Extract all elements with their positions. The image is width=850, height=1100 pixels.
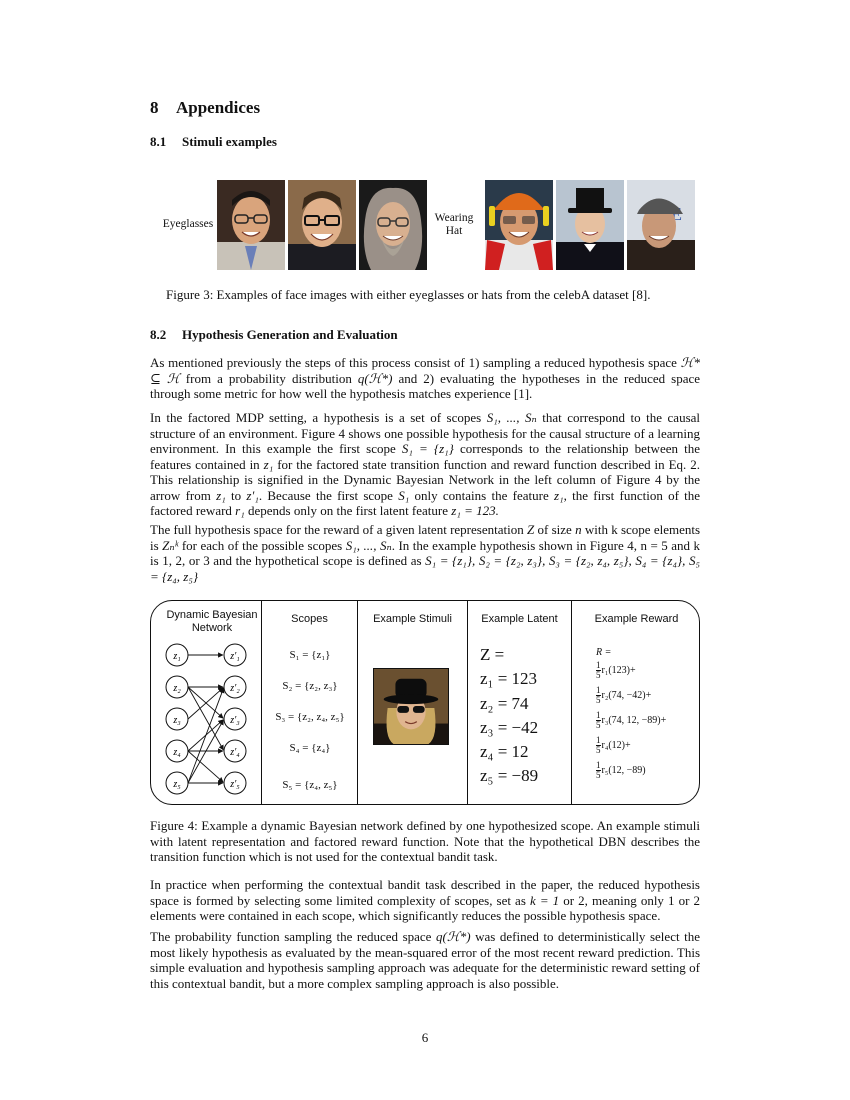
face-image-hat-1 (485, 180, 553, 270)
reward-term-text: r₅(12, −89) (601, 764, 646, 776)
frac-den: 5 (596, 695, 601, 705)
p2-text-i: depends only on the first latent feature (248, 503, 449, 518)
p3-text-a: The full hypothesis space for the reward of a given latent representation (150, 522, 524, 537)
p2-math-z1p: z′₁ (246, 487, 259, 503)
frac-num: 1 (596, 735, 601, 745)
reward-term-2 (596, 686, 651, 705)
header-reward: Example Reward (594, 613, 679, 625)
p2-text-g: only contains the feature (414, 487, 549, 503)
p3-math-Z: Z (526, 522, 535, 537)
p2-text-h: , the first function of the factored reward (150, 487, 701, 518)
p3-text-c: with k scope elements is (150, 522, 701, 553)
subsection-heading-hypothesis (150, 327, 398, 343)
p4-math-k: k = 1 (529, 892, 560, 908)
frac-den: 5 (596, 720, 601, 730)
scope-3: S₃ = {z₂, z₄, z₅} (275, 711, 345, 723)
face-image-hat-2 (556, 180, 624, 270)
fraction-one-fifth (596, 686, 601, 705)
frac-num: 1 (596, 685, 601, 695)
dbn-node-left (166, 676, 188, 698)
latent-column (468, 601, 571, 804)
paragraph-4 (150, 877, 700, 924)
p2-text-a: In the factored MDP setting, a hypothesis is a set of scopes (150, 410, 482, 425)
p1-math-hstar: ℋ* ⊆ ℋ (150, 355, 701, 386)
subsection-heading-stimuli (150, 134, 277, 150)
section-heading (150, 98, 260, 118)
dbn-node-label: z′₅ (230, 779, 240, 790)
dbn-node-label: z₂ (173, 683, 181, 694)
dbn-node-label: z₃ (173, 715, 181, 726)
paragraph-5 (150, 929, 700, 991)
scope-4: S₄ = {z₄} (289, 742, 331, 754)
p3-text-d: for each of the possible scopes (181, 537, 343, 553)
eyeglasses-label: Eyeglasses (162, 218, 214, 230)
dbn-node-label: z′₃ (230, 715, 240, 726)
header-stimuli: Example Stimuli (373, 613, 452, 625)
latent-header: Z = (480, 645, 505, 664)
p5-text-b: was defined to deterministically select the most likely hypothesis as evaluated by the mean-squared error of the most recent reward prediction. This simple evaluation and hypothesis sampling approach was adequate for the deterministic reward setting of this contextual bandit, but a more complex sampling approach is also possible. (150, 929, 701, 991)
reward-term-5 (596, 761, 646, 780)
dbn-node-right (224, 740, 246, 762)
scopes-column (262, 601, 358, 804)
reward-term-1 (596, 661, 636, 680)
frac-num: 1 (596, 660, 601, 670)
p2-text-d: for the factored state transition function and reward function described in Eq. 2. This relationship is signified in the Dynamic Bayesian Network in the left column of Figure 4 by the arrow from (150, 456, 700, 503)
p2-text-c: corresponds to the relationship between the features contained in (150, 441, 700, 472)
paragraph-2 (150, 410, 700, 519)
wearing-hat-label-line2: Hat (445, 225, 463, 237)
header-scopes: Scopes (291, 613, 328, 625)
subsection-title: Stimuli examples (182, 134, 277, 149)
header-dbn: Dynamic Bayesian Network (166, 609, 258, 634)
face-image-eyeglasses-3 (359, 180, 427, 270)
reward-term-3 (596, 711, 666, 730)
p1-math-qh: q(ℋ*) (357, 370, 393, 386)
reward-term-text: r₁(123)+ (601, 664, 636, 676)
p3-text-e: . In the example hypothesis shown in Figure 4, n = 5 and k is 1, 2, or 3 and the hypothetical scope is defined as (150, 537, 701, 568)
section-title: Appendices (176, 98, 261, 117)
face-image-eyeglasses-2 (288, 180, 356, 270)
p1-text-a: As mentioned previously the steps of this process consist of 1) sampling a reduced hypothesis space (150, 355, 677, 370)
paragraph-3 (150, 522, 700, 584)
dbn-node-label: z′₁ (230, 651, 240, 662)
scope-5: S₅ = {z₄, z₅} (282, 779, 338, 791)
fraction-one-fifth (596, 761, 601, 780)
p1-text-c: and 2) evaluating the hypotheses in the reduced space through some metric for how well the hypothesis matches experience [1]. (150, 370, 701, 401)
reward-term-text: r₂(74, −42)+ (601, 689, 652, 701)
paragraph-1 (150, 355, 700, 402)
subsection-number: 8.2 (150, 327, 167, 342)
fraction-one-fifth (596, 736, 601, 755)
dbn-node-left (166, 772, 188, 794)
p3-math-zkn: Zₙᵏ (162, 537, 179, 553)
latent-z2: z₂ = 74 (480, 694, 529, 713)
p5-text-a: The probability function sampling the reduced space (150, 929, 432, 944)
dbn-graph (165, 637, 261, 803)
p2-math-z1val: z₁ = 123. (451, 503, 499, 518)
dbn-edge (188, 751, 223, 782)
section-number: 8 (150, 98, 159, 117)
dbn-node-right (224, 772, 246, 794)
latent-z1: z₁ = 123 (480, 669, 538, 688)
dbn-node-label: z₅ (173, 779, 181, 790)
scope-2: S₂ = {z₂, z₃} (282, 680, 338, 692)
p2-math-s1: S₁ (398, 487, 410, 503)
wearing-hat-label (430, 212, 478, 238)
frac-den: 5 (596, 670, 601, 680)
fraction-one-fifth (596, 661, 601, 680)
p5-math-qh: q(ℋ*) (436, 929, 471, 944)
page-number: 6 (421, 1030, 429, 1045)
dbn-node-label: z′₄ (230, 747, 240, 758)
dbn-node-right (224, 708, 246, 730)
latent-z5: z₅ = −89 (480, 766, 539, 785)
p3-math-n: n (575, 522, 582, 537)
dbn-node-label: z₁ (173, 651, 181, 662)
reward-term-text: r₄(12)+ (601, 739, 631, 751)
wearing-hat-label-line1: Wearing (434, 212, 474, 224)
reward-header: R = (596, 647, 612, 658)
p2-math-z1c: z₁ (554, 487, 564, 503)
p2-math-z1: z₁ (263, 456, 274, 472)
latent-z4: z₄ = 12 (480, 742, 529, 761)
p2-math-s1def: S₁ = {z₁} (401, 441, 454, 456)
figure-4 (150, 600, 700, 805)
p2-text-e: to (231, 487, 242, 503)
p3-text-b: of size (537, 522, 572, 537)
p2-text-b: that correspond to the causal structure of an environment. Figure 4 shows one possible hypothesis for the causal structure of a learning environment. In this example the first scope (150, 410, 701, 456)
frac-den: 5 (596, 770, 601, 780)
face-image-eyeglasses-1 (217, 180, 285, 270)
p2-math-scopes: S₁, ..., Sₙ (486, 410, 537, 425)
dbn-edges (188, 655, 224, 783)
dbn-edge (188, 687, 224, 750)
dbn-node-right (224, 644, 246, 666)
frac-num: 1 (596, 760, 601, 770)
latent-z3: z₃ = −42 (480, 718, 539, 737)
scope-1: S₁ = {z₁} (289, 649, 331, 661)
figure-4-caption: Figure 4: Example a dynamic Bayesian network defined by one hypothesized scope. An example stimuli with latent representation and factored reward function. Note that the hypothetical DBN describes the transition function which is not used for the contextual bandit task. (150, 818, 700, 864)
dbn-node-left (166, 740, 188, 762)
p1-text-b: from a probability distribution (185, 370, 352, 386)
frac-num: 1 (596, 710, 601, 720)
example-stimulus-image (373, 668, 449, 745)
subsection-title: Hypothesis Generation and Evaluation (182, 327, 398, 342)
dbn-edge (188, 688, 224, 783)
dbn-node-left (166, 644, 188, 666)
reward-column (572, 601, 700, 804)
header-latent: Example Latent (481, 613, 558, 625)
dbn-node-right (224, 676, 246, 698)
figure-3 (150, 178, 700, 273)
p2-math-r1: r₁ (235, 503, 245, 518)
p4-text-b: or 2, meaning only 1 or 2 elements were contained in each scope, which significantly reduces the possible hypothesis space. (150, 892, 700, 923)
reward-term-4 (596, 736, 631, 755)
subsection-number: 8.1 (150, 134, 167, 149)
p2-math-z1b: z₁ (216, 487, 226, 503)
p2-text-f: . Because the first scope (258, 487, 393, 503)
p4-text-a: In practice when performing the contextual bandit task described in the paper, the reduced hypothesis space is formed by selecting some limited complexity of scopes, set as (150, 877, 700, 908)
p3-math-fulldef: S₁ = {z₁}, S₂ = {z₂, z₃}, S₃ = {z₂, z₄, z₅}, S₄ = {z₄}, S₅ = {z₄, z₅} (150, 553, 701, 584)
dbn-node-label: z′₂ (230, 683, 240, 694)
p3-math-scopes: S₁, ..., Sₙ (345, 537, 392, 553)
dbn-node-left (166, 708, 188, 730)
reward-term-text: r₃(74, 12, −89)+ (601, 714, 667, 726)
fraction-one-fifth (596, 711, 601, 730)
figure-3-caption: Figure 3: Examples of face images with either eyeglasses or hats from the celebA dataset [8]. (166, 287, 651, 302)
dbn-node-label: z₄ (173, 747, 181, 758)
face-image-hat-3 (627, 180, 695, 270)
frac-den: 5 (596, 745, 601, 755)
